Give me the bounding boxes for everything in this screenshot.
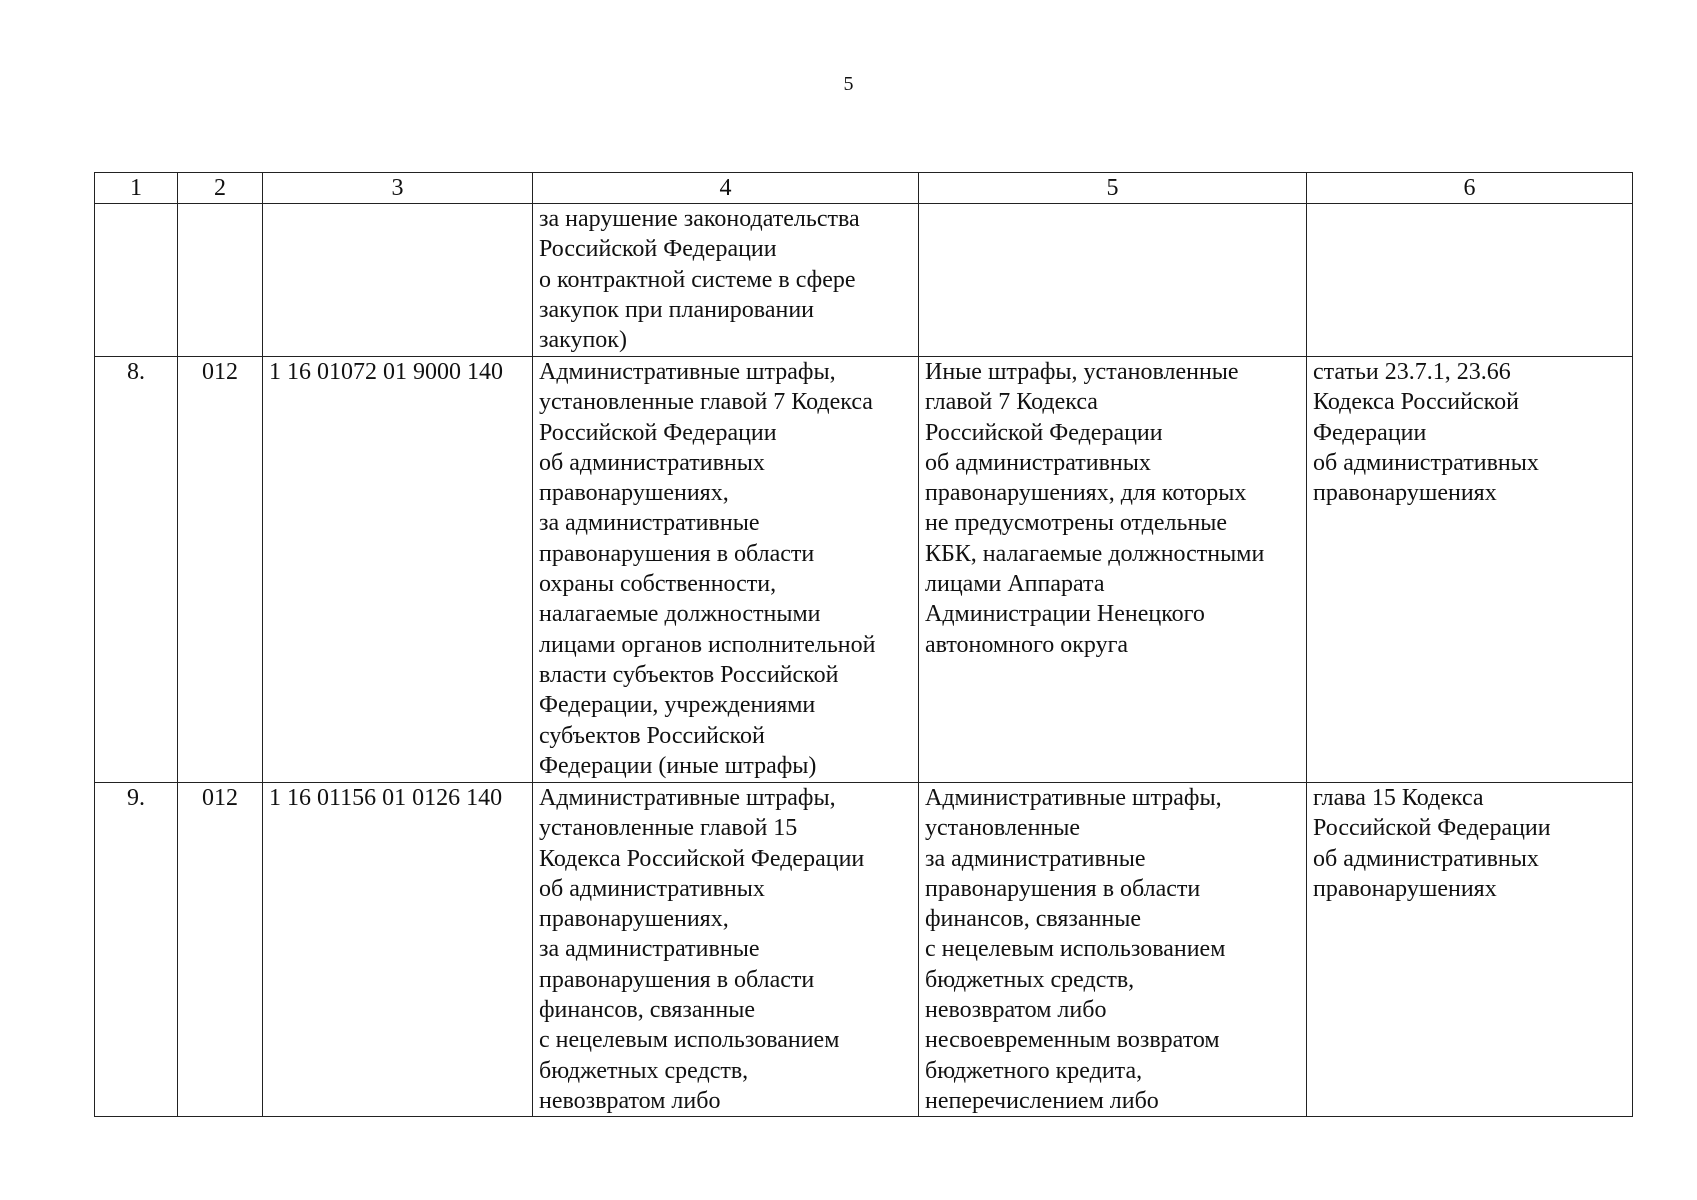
income-description-text: Административные штрафы, установленные за административные правонарушения в области финансов, связанные с нецелевым использованием бюджетных средств, невозвратом либо несвоевременным возвратом бюджетного кредита, неперечислением либо [925, 785, 1226, 1114]
column-header-2: 2 [178, 173, 263, 204]
row-number-cell [95, 204, 178, 357]
income-name-cell [533, 783, 919, 1117]
column-number-row [95, 173, 1633, 204]
page-number: 5 [843, 73, 854, 95]
income-name-cell [533, 204, 919, 357]
row-number-cell: 8. [95, 357, 178, 783]
table-row [95, 357, 1633, 783]
income-description-cell [919, 783, 1307, 1117]
admin-code-cell: 012 [178, 357, 263, 783]
column-header-4: 4 [533, 173, 919, 204]
income-name-cell [533, 357, 919, 783]
income-name-text: Административные штрафы, установленные главой 15 Кодекса Российской Федерации об административных правонарушениях, за административные правонарушения в области финансов, связанные с нецелевым использованием бюджетных средств, невозвратом либо [539, 785, 865, 1114]
column-header-1: 1 [95, 173, 178, 204]
legal-basis-cell [1307, 783, 1633, 1117]
admin-code-cell: 012 [178, 783, 263, 1117]
table-row [95, 783, 1633, 1117]
row-number-cell: 9. [95, 783, 178, 1117]
income-name-text: Административные штрафы, установленные главой 7 Кодекса Российской Федерации об административных правонарушениях, за административные правонарушения в области охраны собственности, налагаемые должностными лицами органов исполнительной власти субъектов Российской Федерации, учреждениями субъектов Российской Федерации (иные штрафы) [539, 359, 876, 779]
kbk-code-cell: 1 16 01156 01 0126 140 [263, 783, 533, 1117]
legal-basis-cell [1307, 357, 1633, 783]
kbk-code-cell [263, 204, 533, 357]
income-description-cell [919, 204, 1307, 357]
income-description-text: Иные штрафы, установленные главой 7 Кодекса Российской Федерации об административных правонарушениях, для которых не предусмотрены отдельные КБК, налагаемые должностными лицами Аппарата Администрации Ненецкого автономного округа [925, 359, 1265, 658]
legal-basis-text: глава 15 Кодекса Российской Федерации об административных правонарушениях [1313, 785, 1551, 902]
column-header-3: 3 [263, 173, 533, 204]
column-header-5: 5 [919, 173, 1307, 204]
income-description-cell [919, 357, 1307, 783]
legal-basis-cell [1307, 204, 1633, 357]
legal-basis-text: статьи 23.7.1, 23.66 Кодекса Российской Федерации об административных правонарушениях [1313, 359, 1539, 507]
kbk-table [94, 172, 1633, 1117]
table-row [95, 204, 1633, 357]
column-header-6: 6 [1307, 173, 1633, 204]
admin-code-cell [178, 204, 263, 357]
kbk-code-cell: 1 16 01072 01 9000 140 [263, 357, 533, 783]
income-name-text: за нарушение законодательства Российской Федерации о контрактной системе в сфере закупок при планировании закупок) [539, 206, 860, 354]
